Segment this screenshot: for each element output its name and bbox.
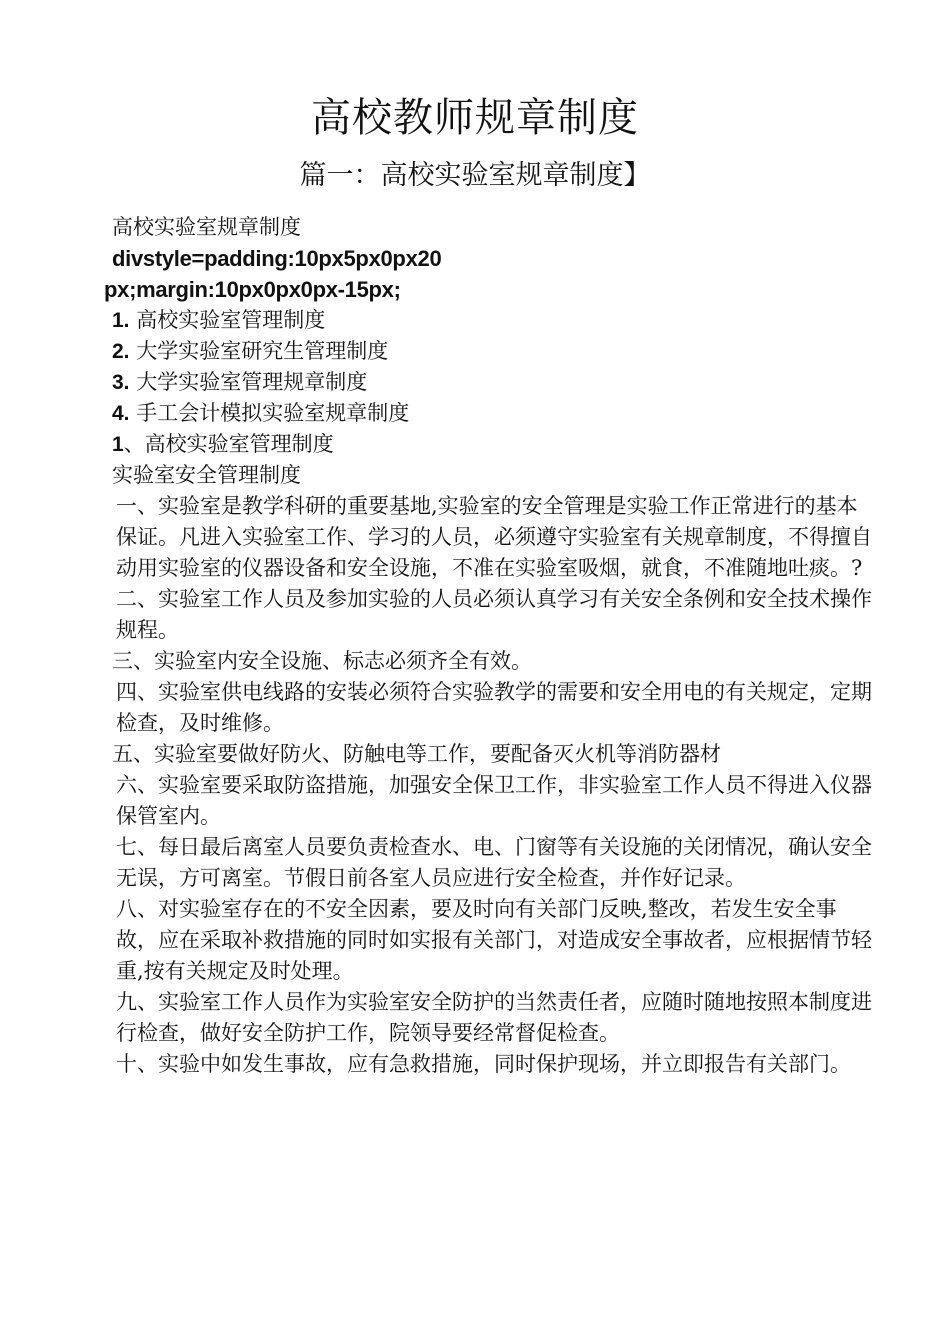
toc-item-number: 4.: [112, 402, 130, 425]
document-body: [104, 212, 874, 1080]
document-title: 高校教师规章制度: [311, 95, 639, 141]
section-number: 1: [112, 433, 124, 456]
toc-item: [104, 305, 874, 336]
code-line-1: divstyle=padding:10px5px0px20: [112, 246, 442, 271]
intro-heading: 高校实验室规章制度: [112, 215, 301, 239]
paragraph: 四、实验室供电线路的安装必须符合实验教学的需要和安全用电的有关规定，定期检查，及时维修。: [116, 680, 872, 735]
toc-item-text: 大学实验室管理规章制度: [136, 370, 368, 394]
toc-item-number: 1.: [112, 309, 130, 332]
paragraph: 六、实验室要采取防盗措施，加强安全保卫工作，非实验室工作人员不得进入仪器保管室内。: [116, 773, 872, 828]
paragraph: 七、每日最后离室人员要负责检查水、电、门窗等有关设施的关闭情况，确认安全无误，方可离室。节假日前各室人员应进行安全检查，并作好记录。: [116, 835, 872, 890]
section-subheading: 实验室安全管理制度: [112, 463, 301, 487]
toc-item: [104, 367, 874, 398]
toc-item-text: 大学实验室研究生管理制度: [136, 339, 389, 363]
paragraph: 二、实验室工作人员及参加实验的人员必须认真学习有关安全条例和安全技术操作规程。: [116, 587, 872, 642]
paragraph: 一、实验室是教学科研的重要基地,实验室的安全管理是实验工作正常进行的基本保证。凡进入实验室工作、学习的人员，必须遵守实验室有关规章制度，不得擅自动用实验室的仪器设备和安全设施，不准在实验室吸烟，就食，不准随地吐痰。?: [116, 494, 872, 580]
toc-item: [104, 336, 874, 367]
toc-item: [104, 398, 874, 429]
document-subtitle: 篇一：高校实验室规章制度】: [299, 160, 651, 191]
paragraph: 八、对实验室存在的不安全因素，要及时向有关部门反映,整改，若发生安全事故，应在采取补救措施的同时如实报有关部门，对造成安全事故者，应根据情节轻重,按有关规定及时处理。: [116, 897, 872, 983]
code-line-2: px;margin:10px0px0px-15px;: [104, 277, 401, 302]
section-heading: [104, 429, 874, 460]
toc-item-number: 2.: [112, 340, 130, 363]
toc-list: [104, 305, 874, 429]
paragraph: 五、实验室要做好防火、防触电等工作，要配备灭火机等消防器材: [112, 742, 721, 766]
toc-item-text: 手工会计模拟实验室规章制度: [136, 401, 410, 425]
paragraph-list: [104, 491, 874, 1080]
paragraph: 十、实验中如发生事故，应有急救措施，同时保护现场，并立即报告有关部门。: [116, 1052, 851, 1076]
section-heading-text: 、高校实验室管理制度: [123, 432, 334, 456]
toc-item-text: 高校实验室管理制度: [136, 308, 326, 332]
toc-item-number: 3.: [112, 371, 130, 394]
paragraph: 九、实验室工作人员作为实验室安全防护的当然责任者，应随时随地按照本制度进行检查，做好安全防护工作，院领导要经常督促检查。: [116, 990, 872, 1045]
paragraph: 三、实验室内安全设施、标志必须齐全有效。: [112, 649, 532, 673]
